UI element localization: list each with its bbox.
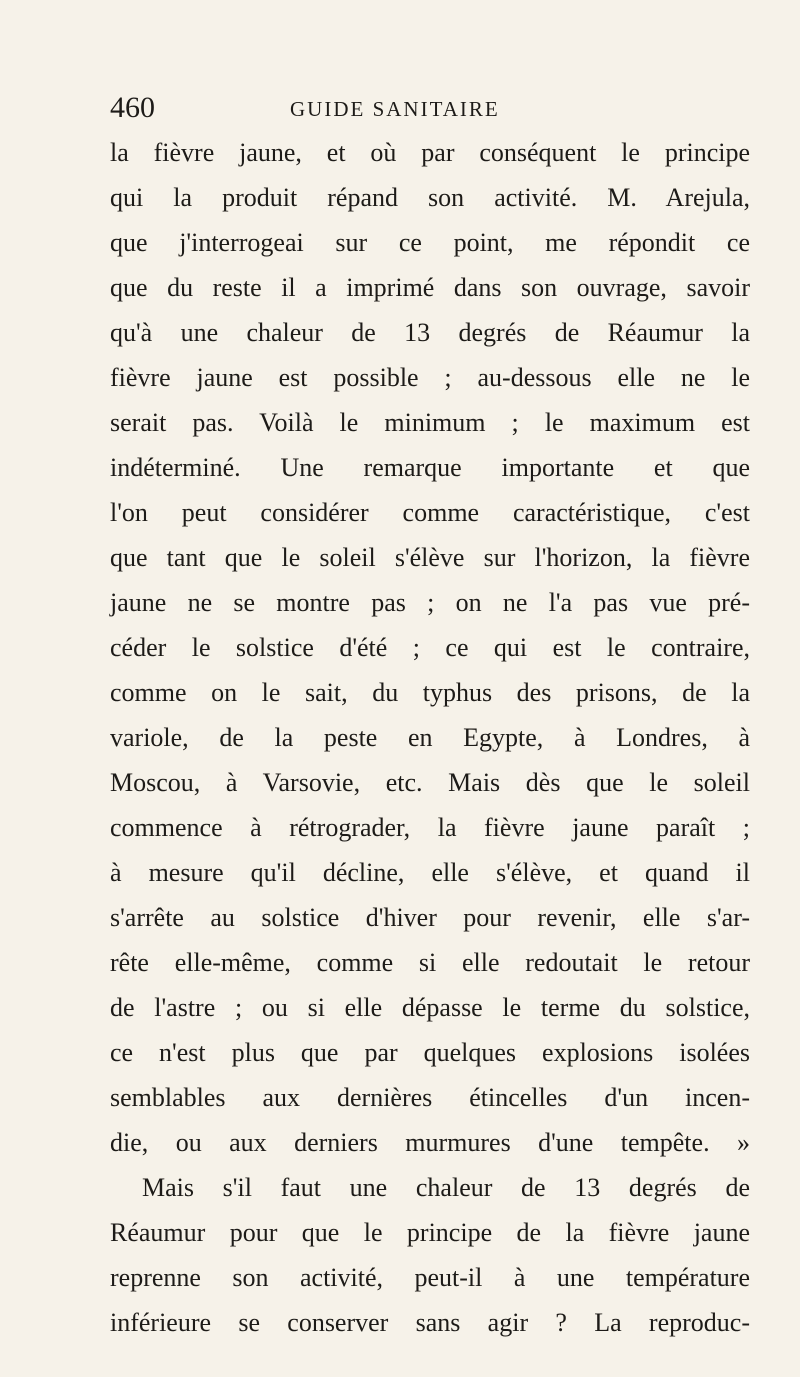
- text-line: indéterminé. Une remarque importante et que: [110, 453, 750, 482]
- text-line: fièvre jaune est possible ; au-dessous elle ne le: [110, 363, 750, 392]
- text-line: Moscou, à Varsovie, etc. Mais dès que le soleil: [110, 768, 750, 797]
- text-line: céder le solstice d'été ; ce qui est le contraire,: [110, 633, 750, 662]
- text-line: que j'interrogeai sur ce point, me répondit ce: [110, 228, 750, 257]
- text-line: rête elle-même, comme si elle redoutait le retour: [110, 948, 750, 977]
- text-line: Réaumur pour que le principe de la fièvre jaune: [110, 1218, 750, 1247]
- text-line: semblables aux dernières étincelles d'un incen-: [110, 1083, 750, 1112]
- text-line: inférieure se conserver sans agir ? La reproduc-: [110, 1308, 750, 1337]
- page-header: [110, 88, 750, 128]
- text-line: l'on peut considérer comme caractéristique, c'est: [110, 498, 750, 527]
- text-line: reprenne son activité, peut-il à une température: [110, 1263, 750, 1292]
- text-line: ce n'est plus que par quelques explosions isolées: [110, 1038, 750, 1067]
- text-line: Mais s'il faut une chaleur de 13 degrés de: [142, 1173, 750, 1202]
- page-number: 460: [110, 91, 155, 124]
- text-line: variole, de la peste en Egypte, à Londres, à: [110, 723, 750, 752]
- text-line: qui la produit répand son activité. M. Arejula,: [110, 183, 750, 212]
- body-text: [110, 130, 750, 1345]
- text-line: jaune ne se montre pas ; on ne l'a pas vue pré-: [110, 588, 750, 617]
- text-line: à mesure qu'il décline, elle s'élève, et quand il: [110, 858, 750, 887]
- running-head: GUIDE SANITAIRE: [290, 97, 500, 121]
- text-line: que du reste il a imprimé dans son ouvrage, savoir: [110, 273, 750, 302]
- text-line: s'arrête au solstice d'hiver pour revenir, elle s'ar-: [110, 903, 750, 932]
- text-line: comme on le sait, du typhus des prisons, de la: [110, 678, 750, 707]
- text-line: la fièvre jaune, et où par conséquent le principe: [110, 138, 750, 167]
- text-line: serait pas. Voilà le minimum ; le maximum est: [110, 408, 750, 437]
- text-line: qu'à une chaleur de 13 degrés de Réaumur la: [110, 318, 750, 347]
- text-line: que tant que le soleil s'élève sur l'horizon, la fièvre: [110, 543, 750, 572]
- text-line: de l'astre ; ou si elle dépasse le terme du solstice,: [110, 993, 750, 1022]
- text-line: die, ou aux derniers murmures d'une tempête. »: [110, 1128, 750, 1157]
- text-line: commence à rétrograder, la fièvre jaune paraît ;: [110, 813, 750, 842]
